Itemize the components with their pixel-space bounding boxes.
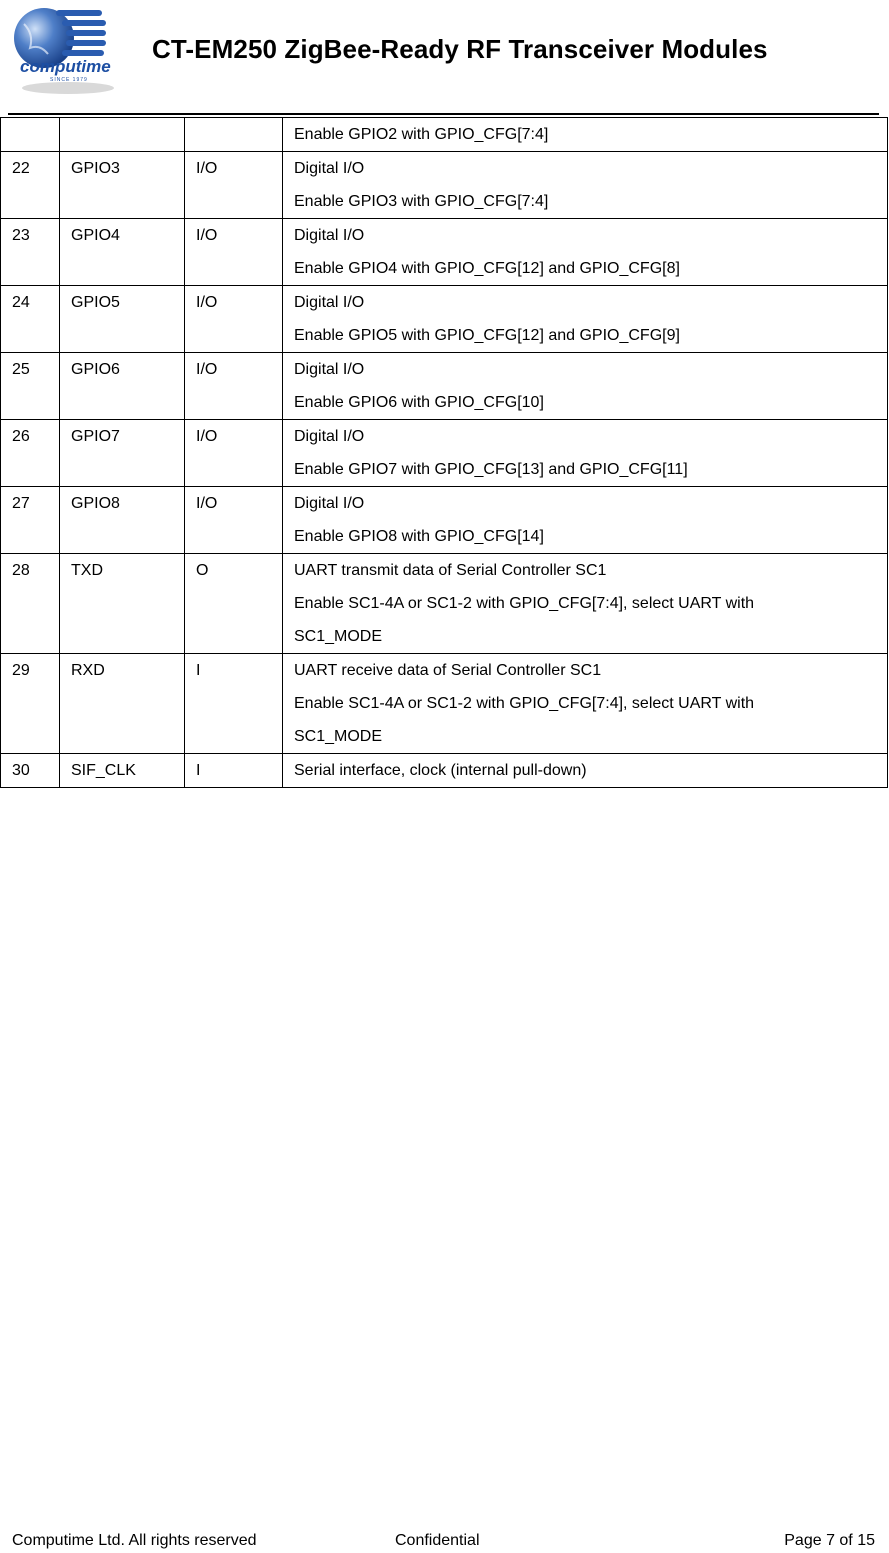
description-line: Digital I/O (294, 495, 365, 512)
pin-type-cell: I (185, 754, 283, 788)
company-logo (10, 4, 122, 96)
pin-name-cell: GPIO4 (60, 219, 185, 286)
svg-text:SINCE 1979: SINCE 1979 (50, 77, 88, 83)
description-line: SC1_MODE (294, 728, 383, 745)
footer-confidential: Confidential (395, 1532, 480, 1549)
table-row (1, 353, 888, 420)
description-line: Serial interface, clock (internal pull-down) (294, 762, 587, 779)
pin-type-cell (185, 118, 283, 152)
pin-description-cell (283, 554, 888, 654)
description-line: Enable SC1-4A or SC1-2 with GPIO_CFG[7:4], select UART with (294, 695, 755, 712)
table-row (1, 118, 888, 152)
pin-type-cell: I/O (185, 353, 283, 420)
pin-number-cell: 30 (1, 754, 60, 788)
description-line: Digital I/O (294, 428, 365, 445)
pin-description-cell (283, 118, 888, 152)
table-row (1, 487, 888, 554)
pin-name-cell: GPIO5 (60, 286, 185, 353)
pin-type-cell: I/O (185, 420, 283, 487)
pin-number-cell: 24 (1, 286, 60, 353)
pin-type-cell: I/O (185, 152, 283, 219)
table-row (1, 219, 888, 286)
pin-name-cell: RXD (60, 654, 185, 754)
description-line: Enable GPIO8 with GPIO_CFG[14] (294, 528, 544, 545)
pin-name-cell: TXD (60, 554, 185, 654)
pin-description-cell (283, 487, 888, 554)
pin-number-cell: 28 (1, 554, 60, 654)
pin-type-cell: I/O (185, 286, 283, 353)
pin-number-cell: 29 (1, 654, 60, 754)
pin-name-cell (60, 118, 185, 152)
table-row (1, 654, 888, 754)
pin-name-cell: GPIO3 (60, 152, 185, 219)
description-line: Enable GPIO2 with GPIO_CFG[7:4] (294, 126, 549, 143)
pin-description-cell (283, 286, 888, 353)
document-title: CT-EM250 ZigBee-Ready RF Transceiver Modules (152, 34, 768, 64)
pin-type-cell: I/O (185, 487, 283, 554)
table-row (1, 420, 888, 487)
description-line: Digital I/O (294, 160, 365, 177)
description-line: SC1_MODE (294, 628, 383, 645)
pin-description-cell (283, 219, 888, 286)
description-line: UART transmit data of Serial Controller SC1 (294, 562, 607, 579)
footer-copyright: Computime Ltd. All rights reserved (12, 1532, 257, 1549)
table-row (1, 152, 888, 219)
pin-number-cell: 22 (1, 152, 60, 219)
pin-description-cell (283, 654, 888, 754)
description-line: UART receive data of Serial Controller SC1 (294, 662, 602, 679)
pin-type-cell: I (185, 654, 283, 754)
svg-text:computime: computime (20, 57, 111, 76)
footer-page-number: Page 7 of 15 (784, 1532, 875, 1549)
table-row (1, 554, 888, 654)
pin-description-cell (283, 754, 888, 788)
pin-name-cell: GPIO8 (60, 487, 185, 554)
header-divider (8, 113, 879, 115)
description-line: Enable GPIO4 with GPIO_CFG[12] and GPIO_CFG[8] (294, 260, 680, 277)
pin-description-cell (283, 152, 888, 219)
pin-type-cell: O (185, 554, 283, 654)
globe-logo-icon (10, 4, 122, 96)
description-line: Digital I/O (294, 227, 365, 244)
pin-number-cell: 26 (1, 420, 60, 487)
table-row (1, 754, 888, 788)
description-line: Digital I/O (294, 361, 365, 378)
pin-number-cell (1, 118, 60, 152)
pin-type-cell: I/O (185, 219, 283, 286)
pin-number-cell: 25 (1, 353, 60, 420)
pin-description-table (0, 117, 888, 788)
pin-name-cell: GPIO7 (60, 420, 185, 487)
pin-name-cell: GPIO6 (60, 353, 185, 420)
description-line: Enable GPIO5 with GPIO_CFG[12] and GPIO_CFG[9] (294, 327, 680, 344)
description-line: Digital I/O (294, 294, 365, 311)
pin-description-cell (283, 420, 888, 487)
pin-description-cell (283, 353, 888, 420)
pin-name-cell: SIF_CLK (60, 754, 185, 788)
pin-number-cell: 27 (1, 487, 60, 554)
description-line: Enable SC1-4A or SC1-2 with GPIO_CFG[7:4], select UART with (294, 595, 755, 612)
description-line: Enable GPIO7 with GPIO_CFG[13] and GPIO_CFG[11] (294, 461, 688, 478)
description-line: Enable GPIO6 with GPIO_CFG[10] (294, 394, 544, 411)
table-row (1, 286, 888, 353)
description-line: Enable GPIO3 with GPIO_CFG[7:4] (294, 193, 549, 210)
pin-number-cell: 23 (1, 219, 60, 286)
